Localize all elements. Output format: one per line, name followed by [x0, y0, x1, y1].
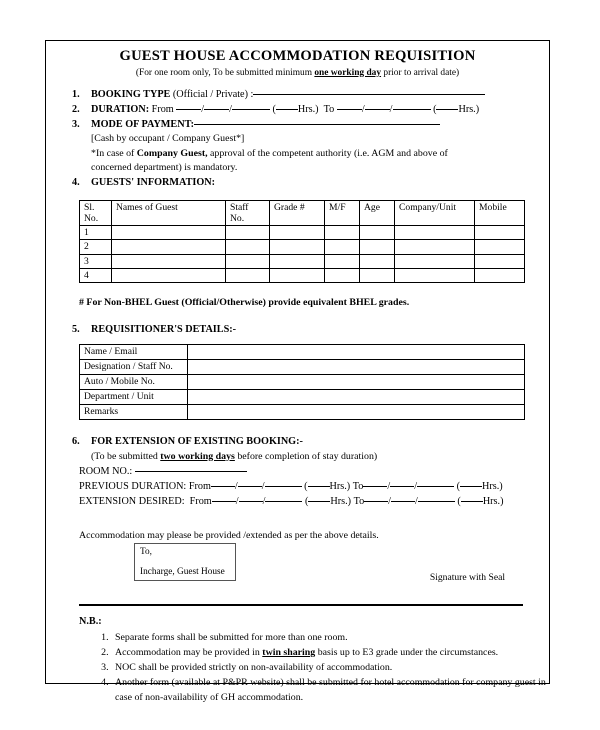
req-label-auto-mobile: Auto / Mobile No.: [80, 375, 188, 390]
prev-to-month-input[interactable]: [390, 486, 414, 487]
item-booking-type: [72, 87, 535, 102]
nb-1-pre: Separate forms shall be submitted for more than one room.: [115, 632, 348, 643]
guest-table-wrap: [46, 200, 549, 284]
prev-from-hrs-open: (: [304, 481, 308, 493]
cell-age[interactable]: [360, 254, 395, 268]
cell-company-unit[interactable]: [395, 226, 475, 240]
extension-subnote: [72, 450, 535, 464]
cell-company-unit[interactable]: [395, 240, 475, 254]
ext-from-hrs-input[interactable]: [308, 501, 330, 502]
guest-col-staff-no-l2: No.: [230, 212, 245, 224]
guest-col-mobile: Mobile: [475, 200, 525, 226]
payment-bracket-note: [Cash by occupant / Company Guest*]: [91, 133, 245, 145]
prev-to-day-input[interactable]: [363, 486, 387, 487]
table-row: [80, 390, 525, 405]
cell-staff-no[interactable]: [226, 226, 270, 240]
cell-sl-no: 3: [80, 254, 112, 268]
addressee-to: To,: [140, 547, 153, 557]
duration-to-day-input[interactable]: [337, 109, 362, 110]
cell-age[interactable]: [360, 226, 395, 240]
ext-to-label: To: [353, 496, 365, 508]
ext-from-label: From: [189, 496, 212, 508]
nb-list: [79, 631, 555, 706]
signature-with-seal: Signature with Seal: [429, 572, 505, 584]
requisitioner-heading-wrap: [46, 322, 549, 337]
requisitioner-table: [79, 344, 525, 420]
item-number-3: 3.: [72, 119, 80, 131]
mode-of-payment-input[interactable]: [194, 124, 440, 125]
prev-from-day-input[interactable]: [211, 486, 235, 487]
ext-from-year-input[interactable]: [265, 501, 302, 502]
mode-of-payment-label: MODE OF PAYMENT:: [91, 119, 194, 131]
cell-mf[interactable]: [325, 254, 360, 268]
duration-to-month-input[interactable]: [365, 109, 390, 110]
nb-2-emphasis: twin sharing: [262, 647, 316, 659]
prev-from-year-input[interactable]: [265, 486, 302, 487]
numbered-items: [46, 87, 549, 190]
payment-approval-note: [72, 147, 535, 161]
duration-to-hrs-input[interactable]: [436, 109, 458, 110]
table-row: [80, 226, 525, 240]
cell-grade[interactable]: [270, 240, 325, 254]
duration-from-year-input[interactable]: [232, 109, 270, 110]
prev-slash-1: /: [234, 481, 238, 493]
ext-to-hrs-input[interactable]: [461, 501, 483, 502]
req-label-department: Department / Unit: [80, 390, 188, 405]
table-row: [80, 269, 525, 283]
cell-sl-no: 2: [80, 240, 112, 254]
requisitioner-table-wrap: [46, 344, 549, 420]
ext-from-hrs-open: (: [304, 496, 309, 508]
previous-duration-label: PREVIOUS DURATION:: [79, 481, 187, 493]
nb-2-post: basis up to E3 grade under the circumstances.: [315, 647, 499, 659]
bhel-grades-footnote: # For Non-BHEL Guest (Official/Otherwise) provide equivalent BHEL grades.: [79, 297, 410, 309]
prev-slash-3: /: [387, 481, 391, 493]
item-extension-booking: [72, 434, 535, 449]
cell-grade[interactable]: [270, 254, 325, 268]
duration-label: DURATION:: [91, 104, 150, 116]
cell-mobile[interactable]: [475, 240, 525, 254]
extension-booking-label: FOR EXTENSION OF EXISTING BOOKING:-: [91, 436, 303, 448]
requisitioner-details-label: REQUISITIONER'S DETAILS:-: [91, 324, 237, 336]
room-no-input[interactable]: [135, 471, 247, 472]
section-divider: [79, 604, 523, 606]
duration-from-day-input[interactable]: [176, 109, 201, 110]
extension-sub-post: before completion of stay duration): [234, 450, 378, 462]
cell-name[interactable]: [112, 226, 226, 240]
ext-from-month-input[interactable]: [239, 501, 263, 502]
extension-sub-pre: (To be submitted: [91, 450, 161, 462]
subtitle-pre: (For one room only, To be submitted minimum: [135, 67, 315, 78]
req-label-remarks: Remarks: [80, 405, 188, 420]
extension-sub-emphasis: two working days: [160, 450, 235, 462]
req-value-name-email[interactable]: [188, 345, 525, 360]
item-mode-of-payment: [72, 117, 535, 132]
duration-to-slash-1: /: [361, 104, 365, 116]
table-header-row: [80, 200, 525, 226]
ext-to-day-input[interactable]: [364, 501, 388, 502]
cell-grade[interactable]: [270, 226, 325, 240]
prev-from-month-input[interactable]: [238, 486, 262, 487]
duration-from-hrs-input[interactable]: [276, 109, 298, 110]
room-no-row: [72, 464, 535, 479]
ext-from-hrs-label: Hrs.): [330, 496, 352, 508]
guest-col-sl-no: [80, 200, 112, 226]
cell-age[interactable]: [360, 240, 395, 254]
addressee-incharge: Incharge, Guest House: [140, 567, 225, 578]
booking-type-input[interactable]: [253, 94, 485, 95]
duration-from-slash-1: /: [201, 104, 205, 116]
payment-note-post: approval of the competent authority (i.e. AGM and above of: [207, 147, 448, 159]
prev-to-year-input[interactable]: [417, 486, 454, 487]
nb-4-pre: Another form (available at P&PR website) shall be submitted for hotel accommodation for company guest in case of non-availability of GH accommodation.: [115, 677, 546, 703]
item-number-1: 1.: [72, 89, 80, 101]
cell-staff-no[interactable]: [226, 269, 270, 283]
payment-note-pre: *In case of: [91, 147, 137, 159]
guest-col-names: Names of Guest: [112, 200, 226, 226]
req-value-department[interactable]: [188, 390, 525, 405]
cell-mobile[interactable]: [475, 269, 525, 283]
table-row: [80, 254, 525, 268]
item-guests-information: [72, 175, 535, 190]
table-row: [80, 375, 525, 390]
duration-to-hrs-open: (: [433, 104, 437, 116]
payment-approval-note-line2: concerned department) is mandatory.: [91, 162, 238, 174]
cell-age[interactable]: [360, 269, 395, 283]
prev-from-label: From: [188, 481, 211, 493]
guest-col-company-unit: Company/Unit: [395, 200, 475, 226]
accommodation-statement: Accommodation may please be provided /extended as per the above details.: [79, 530, 379, 542]
cell-name[interactable]: [112, 254, 226, 268]
ext-slash-3: /: [388, 496, 392, 508]
table-row: [80, 405, 525, 420]
table-row: [80, 360, 525, 375]
form-page: [45, 40, 550, 703]
payment-note-bold: Company Guest,: [136, 147, 208, 159]
guest-col-staff-no-l1: Staff: [230, 201, 249, 213]
extension-desired-label: EXTENSION DESIRED:: [79, 496, 185, 508]
prev-slash-4: /: [414, 481, 418, 493]
item-number-5: 5.: [72, 324, 80, 336]
prev-from-hrs-label: Hrs.): [329, 481, 351, 493]
cell-mf[interactable]: [325, 269, 360, 283]
form-body: [46, 48, 549, 703]
req-label-name-email: Name / Email: [80, 345, 188, 360]
guest-col-mf: M/F: [325, 200, 360, 226]
cell-grade[interactable]: [270, 269, 325, 283]
guest-col-grade: Grade #: [270, 200, 325, 226]
duration-from-hrs-label: Hrs.): [297, 104, 319, 116]
req-value-remarks[interactable]: [188, 405, 525, 420]
guest-col-sl-no-l2: No.: [84, 212, 99, 224]
ext-slash-2: /: [262, 496, 266, 508]
ext-slash-4: /: [415, 496, 418, 508]
guest-table: [79, 200, 525, 284]
cell-mf[interactable]: [325, 226, 360, 240]
nb-3-pre: NOC shall be provided strictly on non-availability of accommodation.: [115, 662, 393, 674]
list-item: [111, 646, 555, 661]
duration-from-month-input[interactable]: [204, 109, 229, 110]
cell-mobile[interactable]: [475, 254, 525, 268]
ext-from-day-input[interactable]: [212, 501, 236, 502]
duration-from-slash-2: /: [229, 104, 232, 116]
list-item: [111, 676, 555, 705]
duration-to-hrs-label: Hrs.): [458, 104, 480, 116]
guest-col-staff-no: [226, 200, 270, 226]
previous-duration-row: [72, 479, 535, 494]
guest-col-age: Age: [360, 200, 395, 226]
prev-to-hrs-label: Hrs.): [481, 481, 503, 493]
prev-slash-2: /: [261, 481, 265, 493]
list-item: [111, 631, 555, 646]
cell-sl-no: 4: [80, 269, 112, 283]
cell-mf[interactable]: [325, 240, 360, 254]
cell-staff-no[interactable]: [226, 240, 270, 254]
duration-from-hrs-open: (: [272, 104, 276, 116]
item-number-2: 2.: [72, 104, 80, 116]
guests-information-label: GUESTS' INFORMATION:: [91, 177, 216, 189]
cell-name[interactable]: [112, 269, 226, 283]
cell-sl-no: 1: [80, 226, 112, 240]
list-item: [111, 661, 555, 676]
booking-type-paren: (Official / Private) :: [172, 89, 254, 101]
cell-mobile[interactable]: [475, 226, 525, 240]
item-requisitioner-details: [72, 322, 535, 337]
req-value-auto-mobile[interactable]: [188, 375, 525, 390]
duration-to-label: To: [323, 104, 335, 116]
cell-name[interactable]: [112, 240, 226, 254]
cell-staff-no[interactable]: [226, 254, 270, 268]
page-subtitle: [46, 68, 549, 79]
prev-to-hrs-input[interactable]: [460, 486, 482, 487]
duration-to-year-input[interactable]: [393, 109, 431, 110]
addressee-box: [134, 543, 236, 581]
page-title: GUEST HOUSE ACCOMMODATION REQUISITION: [119, 48, 476, 64]
booking-type-label: BOOKING TYPE: [91, 89, 171, 101]
duration-from-label: From: [151, 104, 174, 116]
prev-to-hrs-open: (: [456, 481, 460, 493]
item-number-6: 6.: [72, 436, 80, 448]
extension-section: [46, 434, 549, 509]
subtitle-emphasis: one working day: [314, 67, 382, 78]
duration-to-slash-2: /: [389, 104, 393, 116]
extension-desired-row: [72, 494, 535, 509]
prev-to-label: To: [352, 481, 364, 493]
room-no-label: ROOM NO.:: [79, 465, 133, 477]
subtitle-post: prior to arrival date): [381, 67, 460, 78]
nb-heading: N.B.:: [79, 616, 102, 627]
cell-company-unit[interactable]: [395, 254, 475, 268]
prev-from-hrs-input[interactable]: [308, 486, 330, 487]
ext-slash-1: /: [235, 496, 239, 508]
cell-company-unit[interactable]: [395, 269, 475, 283]
table-row: [80, 240, 525, 254]
ext-to-hrs-open: (: [457, 496, 461, 508]
ext-to-month-input[interactable]: [391, 501, 415, 502]
req-label-designation: Designation / Staff No.: [80, 360, 188, 375]
table-row: [80, 345, 525, 360]
ext-to-year-input[interactable]: [418, 501, 455, 502]
item-number-4: 4.: [72, 177, 80, 189]
req-value-designation[interactable]: [188, 360, 525, 375]
item-duration: [72, 102, 535, 117]
ext-to-hrs-label: Hrs.): [482, 496, 504, 508]
nb-2-pre: Accommodation may be provided in: [115, 647, 263, 659]
guest-col-sl-no-l1: Sl.: [84, 201, 95, 213]
